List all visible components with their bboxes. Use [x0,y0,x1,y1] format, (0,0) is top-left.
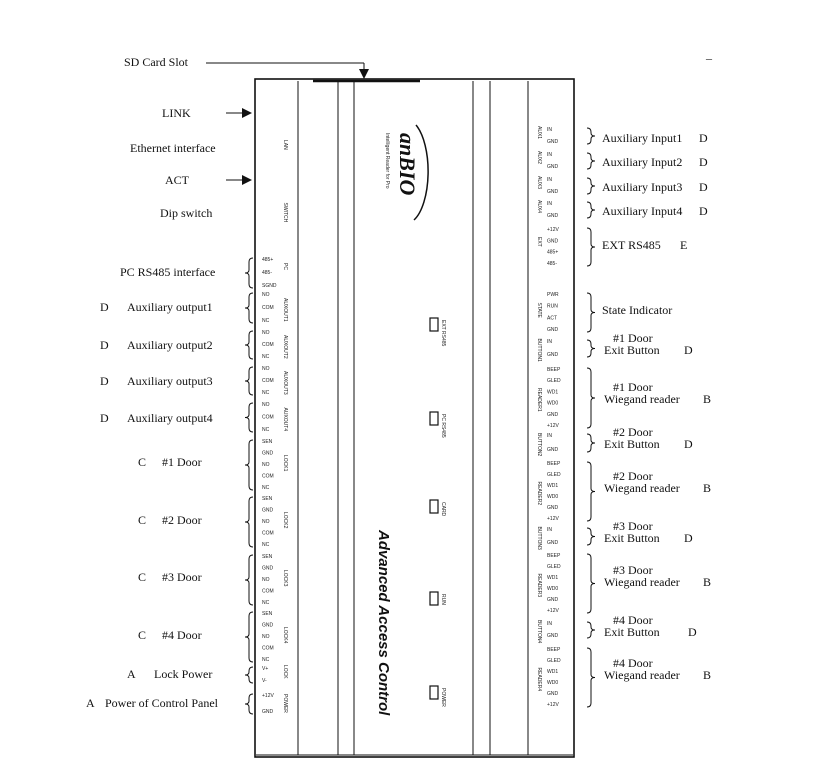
right-label-group [587,128,708,145]
terminal-pin: WD1 [547,669,559,675]
terminal-pin: NO [262,577,270,583]
left-label-letter: A [86,696,95,710]
terminal-pin: IN [547,127,552,133]
terminal-brace [245,555,253,605]
terminal-pin: GND [547,505,559,511]
right-terminal-block [536,151,559,170]
terminal-pin: COM [262,645,274,652]
right-label-text: Exit Button [604,625,660,639]
terminal-pin: SEN [262,439,273,445]
right-label-text: Auxiliary Input2 [602,155,683,169]
terminal-pin: GLED [547,658,561,664]
sd-card-slot-label: SD Card Slot [124,55,189,69]
right-terminal-block [536,461,561,522]
led-indicator [430,318,446,347]
right-label-letter: B [703,668,712,682]
terminal-pin: NO [262,462,270,468]
terminal-pin: RUN [547,303,558,310]
right-label-text: Exit Button [604,437,660,451]
label-brace [587,368,595,428]
terminal-brace [245,440,253,490]
right-label-group [587,228,687,266]
terminal-pin: COM [262,305,274,311]
led-indicator [430,412,446,438]
led-square [430,686,438,699]
left-label-text: PC RS485 interface [120,265,216,279]
terminal-pin: +12V [547,227,559,233]
led-square [430,500,438,513]
terminal-pin: NO [262,402,270,408]
right-terminals [536,126,561,708]
left-label-text: ACT [165,173,189,187]
right-label-text: Wiegand reader [604,392,680,406]
terminal-pin: WD0 [547,586,559,592]
terminal-port-label: STATE [536,302,542,318]
right-terminal-block [536,527,559,550]
label-brace [587,293,595,332]
label-brace [587,128,595,144]
terminal-port-label: AUX4 [536,200,542,214]
left-label-group [120,265,215,279]
left-label-text: #1 Door [162,455,202,469]
left-label-group [138,570,202,584]
label-brace [587,528,595,545]
right-label-text: EXT RS485 [602,238,661,252]
terminal-pin: NC [262,485,270,491]
right-label-text: State Indicator [602,303,673,317]
terminal-pin: NO [262,330,270,336]
led-indicator [430,500,446,517]
terminal-pin: GND [547,139,559,145]
terminal-brace [245,258,253,288]
right-terminal-block [536,433,559,456]
right-label-group [587,519,693,545]
left-terminal-block [245,496,288,548]
left-label-group [100,374,213,388]
left-terminal-block [245,292,288,324]
terminal-port-label: AUXOUT4 [282,407,288,432]
right-label-text: #2 Door [613,425,653,439]
terminal-pin: IN [547,621,552,627]
terminal-brace [245,694,253,714]
led-square [430,592,438,605]
left-label-text: Ethernet interface [130,141,216,155]
terminal-port-label: LOCK4 [282,627,288,644]
left-terminal-block [245,330,288,360]
terminal-brace [245,667,253,683]
terminal-pin: 485- [262,270,273,276]
terminal-pin: IN [547,201,552,207]
terminal-pin: NC [262,318,270,324]
left-label-group [100,300,213,314]
terminal-pin: V+ [262,666,269,672]
right-label-text: #4 Door [613,613,653,627]
right-label-text: Wiegand reader [604,481,680,495]
left-label-group [138,513,202,527]
right-label-group [587,368,711,428]
terminal-pin: BEEP [547,461,561,467]
led-indicators [430,318,446,707]
left-terminal-block [245,257,288,289]
label-brace [587,554,595,613]
right-terminal-block [536,176,559,195]
label-brace [587,434,595,452]
left-label-text: Auxiliary output1 [127,300,213,314]
terminal-pin: GND [262,709,274,715]
led-label: CARD [440,502,446,517]
terminal-port-label: AUXOUT1 [282,298,288,322]
terminal-pin: GND [547,691,559,697]
right-terminal-block [536,339,559,362]
right-label-group [587,462,711,521]
left-label-text: LINK [162,106,191,120]
terminal-port-label: BUTTON1 [536,338,542,362]
right-label-group [587,425,693,452]
right-label-text: #1 Door [613,331,653,345]
right-label-letter: D [699,155,708,169]
left-label-letter: D [100,411,109,425]
terminal-pin: ACT [547,315,557,322]
terminal-pin: SEN [262,496,273,502]
terminal-pin: 485+ [547,249,559,256]
terminal-pin: GLED [547,378,561,385]
right-label-letter: D [699,180,708,194]
terminal-port-label: AUX3 [536,176,542,190]
terminal-port-label: BUTTON2 [536,433,542,457]
right-label-text: #4 Door [613,656,653,670]
terminal-pin: IN [547,152,552,158]
terminal-pin: NC [262,354,270,360]
right-label-group [587,648,711,707]
left-label-group [138,628,202,642]
right-label-letter: D [699,204,708,218]
led-square [430,318,438,331]
brand-name: anBIO [395,133,420,196]
left-label-text: Auxiliary output3 [127,374,213,388]
terminal-pin: NC [262,657,270,663]
right-label-text: Exit Button [604,531,660,545]
terminal-port-label: PC [282,263,288,270]
terminal-port-label: READER3 [536,573,542,598]
right-terminal-block [536,126,559,145]
terminal-pin: NO [262,519,270,525]
terminal-pin: GND [547,540,559,546]
left-label-text: #3 Door [162,570,202,584]
left-terminal-block [245,402,288,433]
left-label-letter: D [100,300,109,314]
label-brace [587,622,595,638]
terminal-pin: GND [262,622,274,629]
right-label-letter: B [703,481,712,495]
label-brace [587,178,595,194]
led-label: RUN [440,594,446,605]
left-terminal-block [245,665,288,684]
right-label-text: #3 Door [613,563,653,577]
terminal-pin: GND [547,164,559,170]
left-label-group [100,411,213,425]
brand-tagline: Intelligent Reader for Pro [384,133,390,189]
left-label-text: Auxiliary output2 [127,338,213,352]
terminal-pin: IN [547,339,552,345]
terminal-pin: NO [262,634,270,640]
right-label-group [587,202,708,218]
left-label-group [160,206,212,220]
terminal-pin: IN [547,527,552,533]
terminal-pin: V- [262,678,267,684]
terminal-port-label: AUXOUT3 [282,371,288,395]
left-label-group [100,338,213,352]
terminal-brace [245,612,253,662]
terminal-port-label: BUTTON4 [536,620,542,644]
left-label-letter: D [100,374,109,388]
terminal-pin: GND [547,411,559,418]
left-labels [86,106,252,710]
right-labels [587,128,711,707]
right-label-text: Wiegand reader [604,668,680,682]
terminal-pin: WD0 [547,680,559,686]
right-label-text: Auxiliary Input4 [602,204,683,218]
terminal-brace [245,293,253,323]
led-square [430,412,438,425]
right-label-text: #3 Door [613,519,653,533]
terminal-port-label: LOCK3 [282,570,288,587]
right-label-text: Wiegand reader [604,575,680,589]
right-terminal-block [536,227,559,267]
terminal-pin: PWR [547,292,559,298]
led-label: PC RS485 [440,414,446,438]
right-label-text: #2 Door [613,469,653,483]
terminal-port-label: LAN [282,140,288,150]
right-terminal-block [536,553,561,614]
left-terminal-block [282,140,288,150]
left-label-letter: A [127,667,136,681]
terminal-pin: COM [262,378,274,384]
terminal-pin: GND [547,597,559,603]
terminal-port-label: LOCK1 [282,455,288,472]
terminal-pin: COM [262,588,274,595]
left-terminal-block [245,366,288,396]
terminal-pin: WD0 [547,400,559,407]
terminal-pin: IN [547,433,552,439]
terminal-pin: WD0 [547,494,559,500]
right-label-text: Exit Button [604,343,660,357]
terminal-brace [245,497,253,547]
terminal-pin: NC [262,600,270,606]
led-indicator [430,592,446,605]
led-label: POWER [440,688,446,707]
right-label-text: Auxiliary Input3 [602,180,683,194]
stray-mark: _ [706,47,712,61]
right-label-group [587,293,672,332]
terminal-pin: NC [262,542,270,548]
terminal-pin: +12V [547,702,559,708]
terminal-pin: WD1 [547,389,559,396]
left-label-letter: C [138,455,147,469]
left-label-group [165,173,252,187]
right-label-letter: D [684,437,693,451]
terminal-pin: SEN [262,611,273,617]
right-terminal-block [536,292,559,333]
right-label-letter: D [684,343,693,357]
terminal-port-label: EXT [536,237,542,247]
left-label-text: Dip switch [160,206,213,220]
left-terminal-block [245,611,288,663]
label-brace [587,648,595,707]
terminal-pin: NO [262,292,270,298]
right-label-group [587,613,697,639]
right-label-group [587,153,708,169]
terminal-pin: +12V [547,608,559,614]
right-label-letter: D [688,625,697,639]
terminal-pin: GND [262,565,274,572]
left-label-group [86,696,219,710]
terminal-pin: SGND [262,283,277,289]
right-label-group [587,554,711,613]
left-label-letter: C [138,513,147,527]
terminal-pin: IN [547,177,552,183]
terminal-pin: 485+ [262,257,274,263]
label-brace [587,340,595,357]
terminal-pin: BEEP [547,553,561,559]
left-label-text: Power of Control Panel [105,696,218,710]
led-indicator [430,686,446,707]
label-brace [587,202,595,218]
left-terminal-block [245,693,288,715]
terminal-port-label: POWER [282,694,288,713]
label-brace [587,153,595,169]
terminal-pin: GLED [547,564,561,570]
right-label-group [587,331,693,357]
left-terminal-block [245,554,288,606]
left-label-text: Auxiliary output4 [127,411,213,425]
right-label-letter: B [703,392,712,406]
terminal-pin: NC [262,427,270,433]
terminal-pin: COM [262,473,274,480]
terminal-pin: +12V [262,693,274,699]
left-label-text: Lock Power [154,667,213,681]
terminal-port-label: BUTTON3 [536,526,542,550]
terminal-pin: GND [547,213,559,219]
terminal-pin: COM [262,414,274,421]
terminal-pin: GND [547,238,559,245]
terminal-pin: GND [547,327,559,333]
terminal-port-label: READER1 [536,388,542,412]
terminal-pin: GLED [547,472,561,478]
left-label-letter: C [138,570,147,584]
left-label-letter: D [100,338,109,352]
right-label-text: Auxiliary Input1 [602,131,683,145]
terminal-pin: 485- [547,261,558,267]
terminal-pin: GND [547,189,559,195]
terminal-port-label: AUX1 [536,126,542,140]
right-terminal-block [536,647,561,708]
sd-card-slot-callout [124,55,369,79]
terminal-pin: COM [262,342,274,348]
terminal-pin: +12V [547,423,559,429]
terminal-pin: GND [547,352,559,358]
left-label-group [127,667,212,681]
label-brace [587,228,595,266]
right-label-text: #1 Door [613,380,653,394]
terminal-port-label: LOCK [282,665,288,679]
left-terminals [245,140,288,715]
led-label: EXT RS485 [440,320,446,347]
right-label-letter: E [680,238,688,252]
terminal-pin: NC [262,390,270,396]
left-terminal-block [282,203,288,223]
terminal-port-label: READER4 [536,667,542,692]
terminal-pin: GND [547,633,559,639]
terminal-pin: WD1 [547,483,559,489]
left-label-group [138,455,202,469]
terminal-pin: BEEP [547,367,561,373]
left-arrow-head [242,175,252,185]
right-terminal-block [536,620,559,643]
terminal-pin: GND [262,507,274,514]
terminal-port-label: AUXOUT2 [282,335,288,359]
terminal-port-label: AUX2 [536,151,542,165]
terminal-brace [245,367,253,395]
left-label-group [130,141,216,155]
left-label-group [162,106,252,120]
terminal-port-label: SWITCH [282,202,288,223]
terminal-brace [245,403,253,432]
terminal-brace [245,331,253,359]
terminal-pin: BEEP [547,647,561,653]
terminal-pin: +12V [547,516,559,522]
right-label-letter: D [684,531,693,545]
left-label-letter: C [138,628,147,642]
right-terminal-block [536,367,561,429]
terminal-pin: NO [262,366,270,372]
label-brace [587,462,595,521]
terminal-pin: GND [262,450,274,457]
product-name: Advanced Access Control [375,530,392,716]
terminal-pin: SEN [262,554,273,560]
brand-logo [384,125,428,220]
left-arrow-head [242,108,252,118]
terminal-port-label: LOCK2 [282,512,288,529]
right-terminal-block [536,200,559,219]
right-label-group [587,178,708,194]
right-label-letter: D [699,131,708,145]
terminal-pin: COM [262,530,274,537]
terminal-pin: GND [547,447,559,453]
terminal-pin: WD1 [547,575,559,581]
left-label-text: #4 Door [162,628,202,642]
left-label-text: #2 Door [162,513,202,527]
right-label-letter: B [703,575,712,589]
left-terminal-block [245,439,288,491]
terminal-port-label: READER2 [536,481,542,506]
